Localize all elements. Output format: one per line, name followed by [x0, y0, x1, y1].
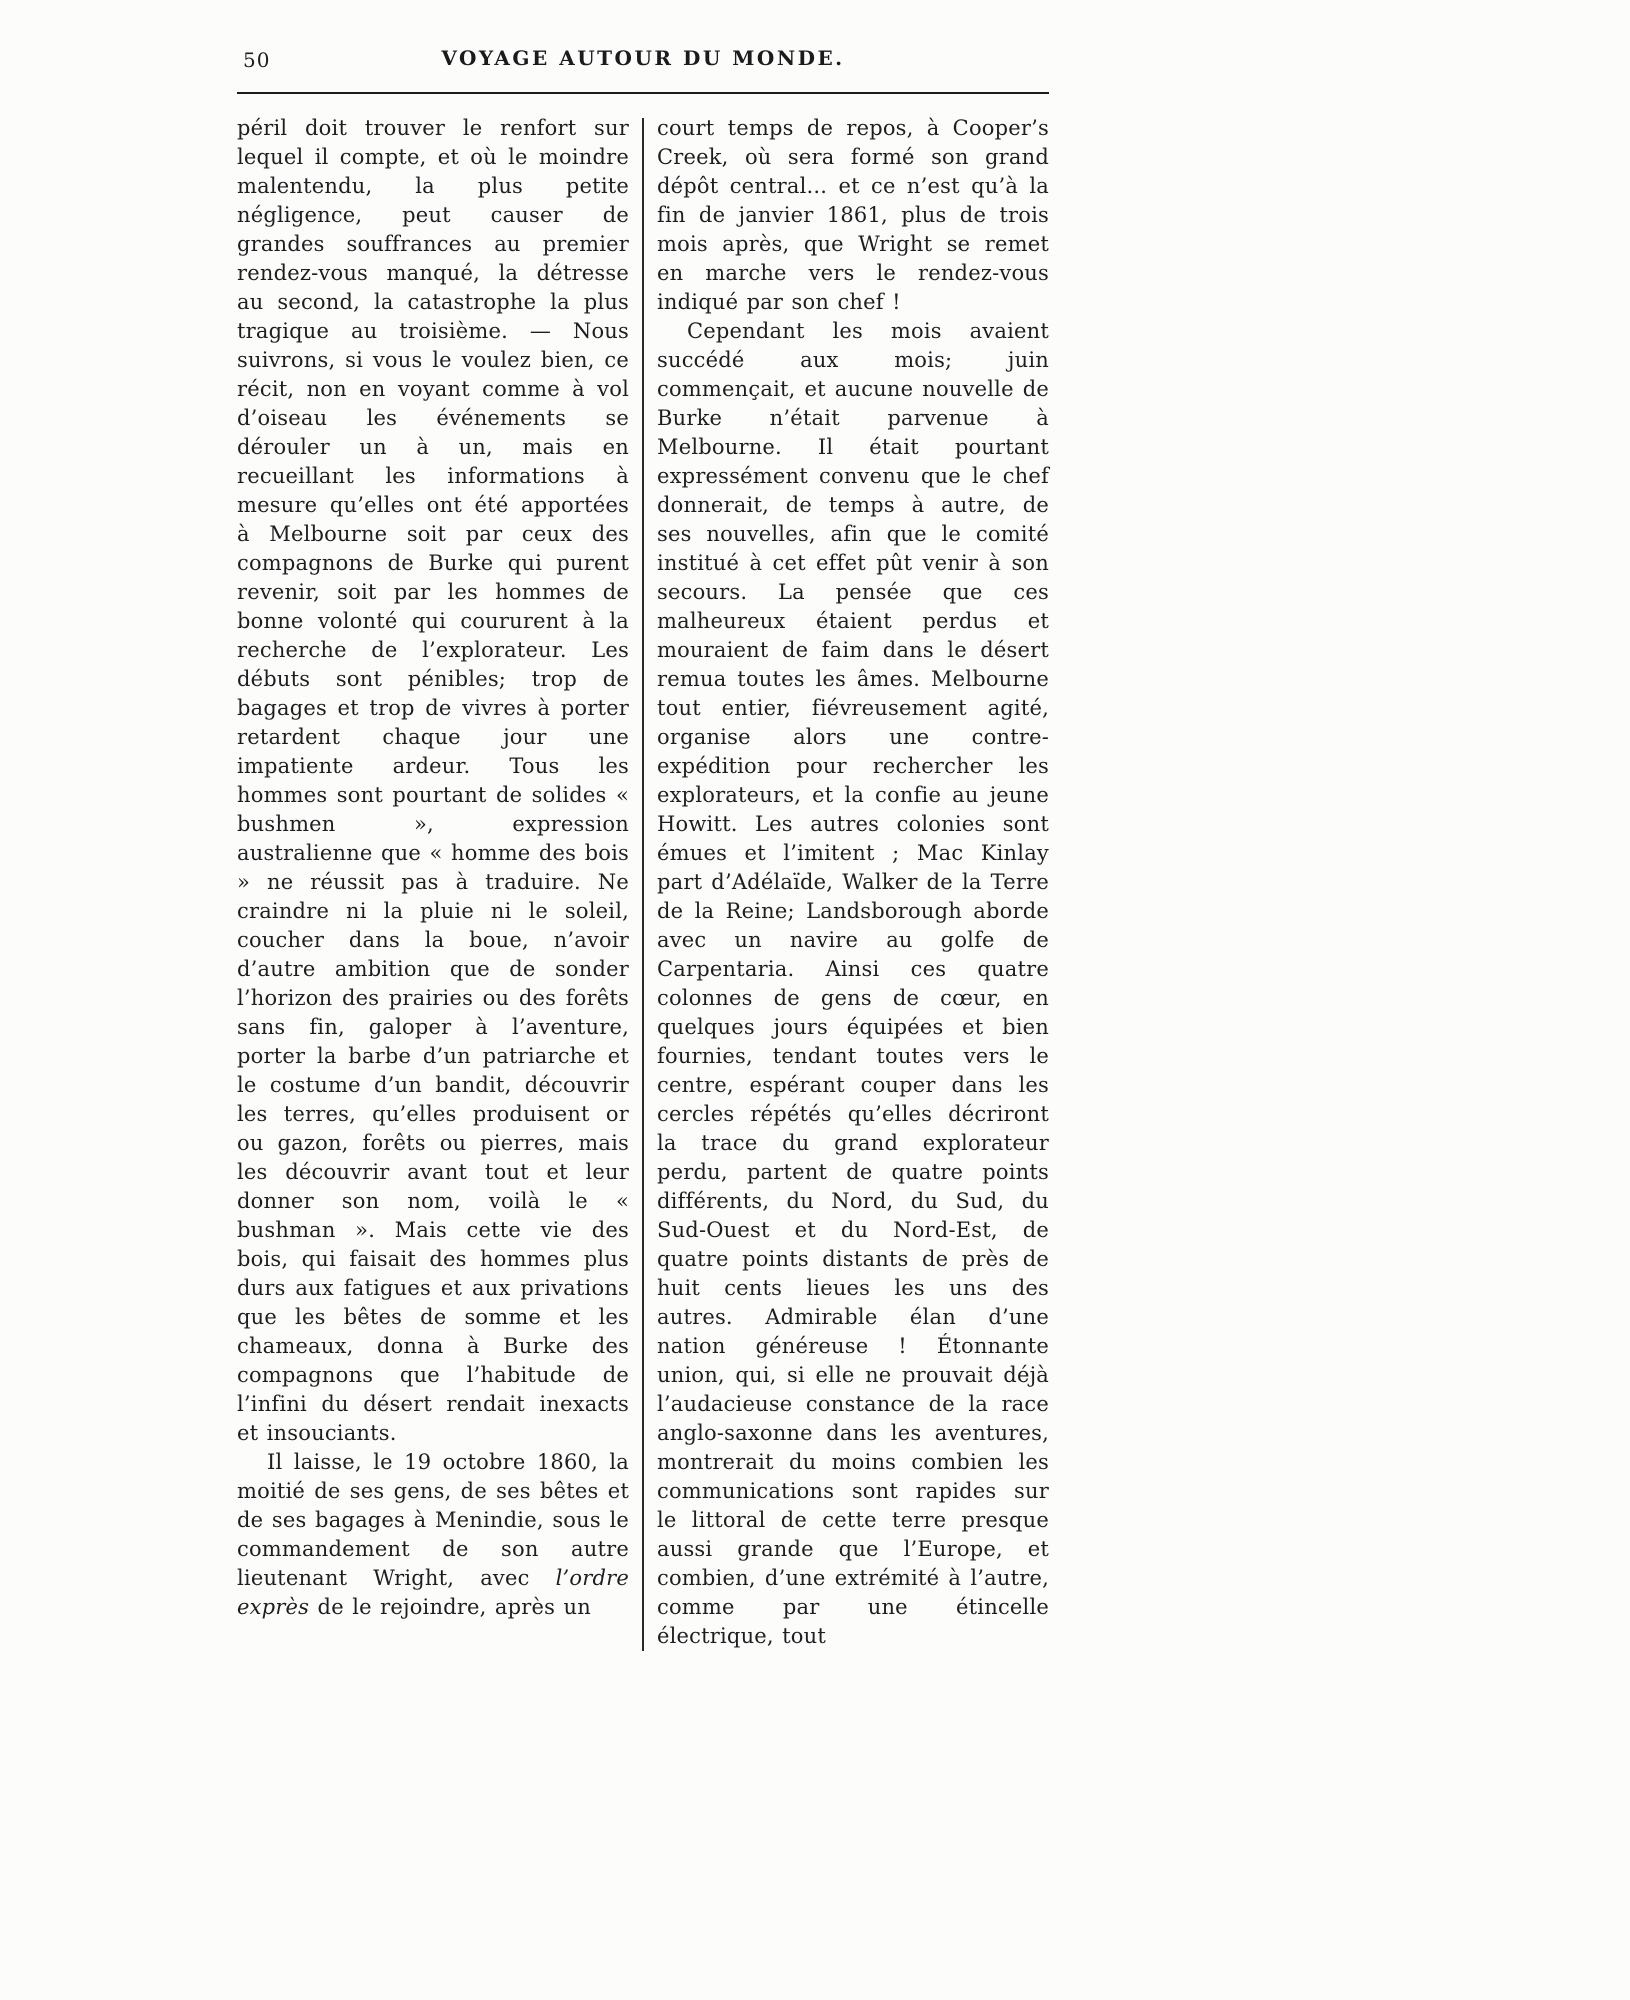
page-number: 50 [243, 48, 271, 72]
page-header [237, 38, 1049, 78]
column-left [237, 114, 629, 1651]
paragraph [657, 317, 1049, 1651]
body-text: Il laisse, le 19 octobre 1860, la moitié de ses gens, de ses bêtes et de ses bagages à Menindie, sous le commandement de son autre lieutenant Wright, avec [237, 1450, 629, 1590]
text-columns [237, 114, 1049, 1651]
body-text: Cependant les mois avaient succédé aux mois; juin commençait, et aucune nouvelle de Burke n’était parvenue à Melbourne. Il était pourtant expressément convenu que le chef donnerait, de temps à autre, de ses nouvelles, afin que le comité institué à cet effet pût venir à son secours. La pensée que ces malheureux étaient perdus et mouraient de faim dans le désert remua toutes les âmes. Melbourne tout entier, fiévreusement agité, organise alors une contre-expédition pour rechercher les explorateurs, et la confie au jeune Howitt. Les autres colonies sont émues et l’imitent ; Mac Kinlay part d’Adélaïde, Walker de la Terre de la Reine; Landsborough aborde avec un navire au golfe de Carpentaria. Ainsi ces quatre colonnes de gens de cœur, en quelques jours équipées et bien fournies, tendant toutes vers le centre, espérant couper dans les cercles répétés qu’elles décriront la trace du grand explorateur perdu, partent de quatre points différents, du Nord, du Sud, du Sud-Ouest et du Nord-Est, de quatre points distants de près de huit cents lieues les uns des autres. Admirable élan d’une nation généreuse ! Étonnante union, qui, si elle ne prouvait déjà l’audacieuse constance de la race anglo-saxonne dans les aventures, montrerait du moins combien les communications sont rapides sur le littoral de cette terre presque aussi grande que l’Europe, et combien, d’une extrémité à l’autre, comme par une étincelle électrique, tout [657, 319, 1049, 1648]
body-text: court temps de repos, à Cooper’s Creek, où sera formé son grand dépôt central... et ce n’est qu’à la fin de janvier 1861, plus de trois mois après, que Wright se remet en marche vers le rendez-vous indiqué par son chef ! [657, 116, 1049, 314]
body-text: de le rejoindre, après un [309, 1595, 591, 1619]
paragraph [657, 114, 1049, 317]
body-text: péril doit trouver le renfort sur lequel il compte, et où le moindre malentendu, la plus petite négligence, peut causer de grandes souffrances au premier rendez-vous manqué, la détresse au second, la catastrophe la plus tragique au troisième. — Nous suivrons, si vous le voulez bien, ce récit, non en voyant comme à vol d’oiseau les événements se dérouler un à un, mais en recueillant les informations à mesure qu’elles ont été apportées à Melbourne soit par ceux des compagnons de Burke qui purent revenir, soit par les hommes de bonne volonté qui coururent à la recherche de l’explorateur. Les débuts sont pénibles; trop de bagages et trop de vivres à porter retardent chaque jour une impatiente ardeur. Tous les hommes sont pourtant de solides « bushmen », expression australienne que « homme des bois » ne réussit pas à traduire. Ne craindre ni la pluie ni le soleil, coucher dans la boue, n’avoir d’autre ambition que de sonder l’horizon des prairies ou des forêts sans fin, galoper à l’aventure, porter la barbe d’un patriarche et le costume d’un bandit, découvrir les terres, qu’elles produisent or ou gazon, forêts ou pierres, mais les découvrir avant tout et leur donner son nom, voilà le « bushman ». Mais cette vie des bois, qui faisait des hommes plus durs aux fatigues et aux privations que les bêtes de somme et les chameaux, donna à Burke des compagnons que l’habitude de l’infini du désert rendait inexacts et insouciants. [237, 116, 629, 1445]
header-rule [237, 92, 1049, 94]
paragraph [237, 1448, 629, 1622]
book-page [237, 38, 1049, 1651]
page-title: VOYAGE AUTOUR DU MONDE. [441, 46, 845, 70]
column-divider [642, 118, 644, 1651]
italic-text: l’ordre exprès [237, 1566, 629, 1619]
paragraph [237, 114, 629, 1448]
column-right [657, 114, 1049, 1651]
